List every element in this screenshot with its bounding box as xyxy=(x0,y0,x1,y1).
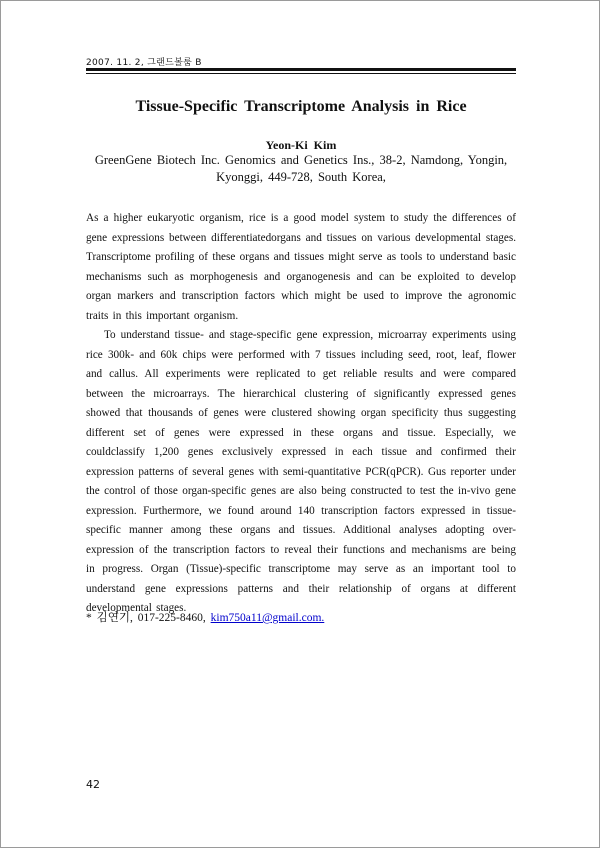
page-number: 42 xyxy=(86,778,100,791)
header-rule-thin xyxy=(86,73,516,74)
abstract-paragraph-2: To understand tissue- and stage-specific gene expression, microarray experiments using rice 300k- and 60k chips were performed with 7 tissues including seed, root, leaf, flower and callus. All experiments were replicated to get reliable results and were compared between the microarrays. The hierarchical clustering of significantly expressed genes showed that thousands of genes were clustered showing organ specificity thus suggesting different set of genes were expressed in these organs and tissue. Especially, we couldclassify 1,200 genes exclusively expressed in each tissue and confirmed their expression patterns of several genes with semi-quantitative PCR(qPCR). Gus reporter under the control of those organ-specific genes are also being constructed to test the in-vivo gene expression. Furthermore, we found around 140 transcription factors expressed in tissue-specific manner among these organs and tissues. Additional analyses adopting over-expression of the transcription factors to reveal their functions and mechanisms are being in progress. Organ (Tissue)-specific transcriptome may serve as an important tool to understand gene expressions patterns and their relationship of organs at different developmental stages. xyxy=(86,329,516,614)
header-rule-thick xyxy=(86,68,516,71)
email-link[interactable]: kim750a11@gmail.com. xyxy=(210,612,325,624)
author-affiliation xyxy=(86,152,516,186)
paper-title: Tissue-Specific Transcriptome Analysis in Rice xyxy=(135,98,467,115)
author-name: Yeon-Ki Kim xyxy=(265,138,337,152)
affiliation-line-2: Kyonggi, 449-728, South Korea, xyxy=(216,170,386,184)
footnote-contact: * 김연기, 017-225-8460, xyxy=(86,612,206,624)
running-head: 2007. 11. 2, 그랜드볼룸 B xyxy=(86,58,202,68)
affiliation-line-1: GreenGene Biotech Inc. Genomics and Genetics Ins., 38-2, Namdong, Yongin, xyxy=(94,153,508,167)
abstract-paragraph-1: As a higher eukaryotic organism, rice is a good model system to study the differences of gene expressions between differentiatedorgans and tissues on various developmental stages. Transcriptome profiling of these organs and tissues might serve as tools to understand basic mechanisms such as morphogenesis and organogenesis and can be exploited to develop organ markers and transcription factors which might be used to improve the agronomic traits in this important organism. xyxy=(86,212,516,322)
abstract-body xyxy=(86,209,516,619)
corresponding-author-footnote xyxy=(86,609,516,625)
